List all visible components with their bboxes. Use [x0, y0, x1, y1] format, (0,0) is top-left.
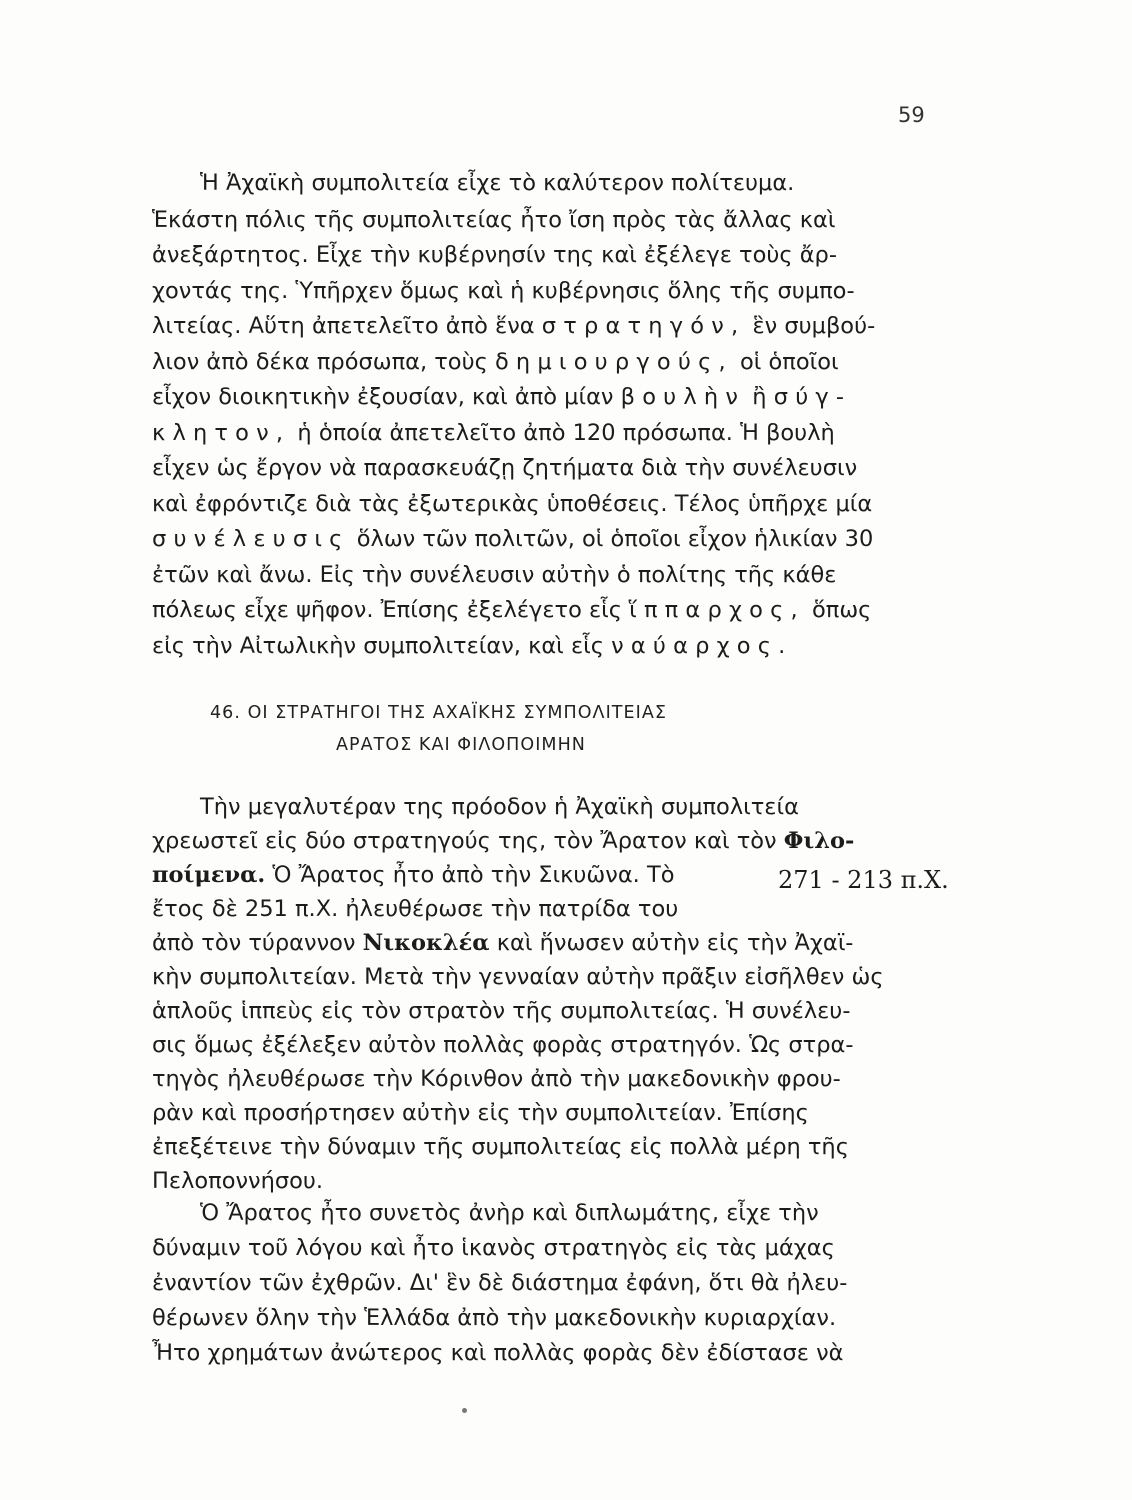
page-number: 59: [898, 103, 925, 127]
text-line: ἐπεξέτεινε τὴν δύναμιν τῆς συμπολιτείας εἰς πολλὰ μέρη τῆς: [152, 1134, 849, 1160]
text-line: εἶχον διοικητικὴν ἐξουσίαν, καὶ ἀπὸ μίαν βουλὴν ἢ σύγ-: [152, 384, 852, 410]
text-line: ἔτος δὲ 251 π.Χ. ἠλευθέρωσε τὴν πατρίδα του: [152, 896, 679, 922]
text-line: πόλεως εἶχε ψῆφον. Ἐπίσης ἐξελέγετο εἷς ἵππαρχος, ὅπως: [152, 597, 872, 623]
text-line: εἶχεν ὡς ἔργον νὰ παρασκευάζῃ ζητήματα διὰ τὴν συνέλευσιν: [152, 455, 858, 481]
text-line: κλητον, ἡ ὁποία ἀπετελεῖτο ἀπὸ 120 πρόσωπα. Ἡ βουλὴ: [152, 420, 835, 446]
text-line: θέρωνεν ὅλην τὴν Ἑλλάδα ἀπὸ τὴν μακεδονικὴν κυριαρχίαν.: [152, 1305, 837, 1331]
text-line: ρὰν καὶ προσήρτησεν αὐτὴν εἰς τὴν συμπολιτείαν. Ἐπίσης: [152, 1100, 809, 1126]
text-line: Ἡ Ἀχαϊκὴ συμπολιτεία εἶχε τὸ καλύτερον πολίτευμα.: [200, 170, 795, 196]
bold-name: ποίμενα.: [152, 862, 266, 888]
text-line: ἀνεξάρτητος. Εἶχε τὴν κυβέρνησίν της καὶ ἐξέλεγε τοὺς ἄρ-: [152, 242, 837, 268]
text-line: Ὁ Ἄρατος ἦτο συνετὸς ἀνὴρ καὶ διπλωμάτης, εἶχε τὴν: [200, 1200, 819, 1226]
text-line: χοντάς της. Ὑπῆρχεν ὅμως καὶ ἡ κυβέρνησις ὅλης τῆς συμπο-: [152, 278, 855, 304]
text-line: λιον ἀπὸ δέκα πρόσωπα, τοὺς δημιουργούς, οἱ ὁποῖοι: [152, 349, 839, 375]
spaced-term: δημιουργούς,: [494, 349, 733, 375]
text-line: χρεωστεῖ εἰς δύο στρατηγούς της, τὸν Ἄρατον καὶ τὸν Φιλο-: [152, 828, 855, 854]
margin-date-note: 271 - 213 π.Χ.: [778, 866, 949, 894]
spaced-term: συνέλευσις: [152, 526, 350, 552]
spaced-term: σύγ-: [773, 384, 852, 410]
text-line: Πελοποννήσου.: [152, 1168, 324, 1194]
text-line: εἰς τὴν Αἰτωλικὴν συμπολιτείαν, καὶ εἷς ναύαρχος.: [152, 633, 793, 659]
bold-name: Νικοκλέα: [362, 930, 490, 956]
spaced-term: κλητον,: [152, 420, 291, 446]
bold-name: Φιλο-: [783, 828, 855, 854]
spaced-term: βουλὴν: [620, 384, 746, 410]
section-subheading: ΑΡΑΤΟΣ ΚΑΙ ΦΙΛΟΠΟΙΜΗΝ: [336, 735, 586, 755]
text-line: τηγὸς ἠλευθέρωσε τὴν Κόρινθον ἀπὸ τὴν μακεδονικὴν φρου-: [152, 1066, 841, 1092]
text-line: ἀπὸ τὸν τύραννον Νικοκλέα καὶ ἥνωσεν αὐτὴν εἰς τὴν Ἀχαϊ-: [152, 930, 854, 956]
text-line: ποίμενα. Ὁ Ἄρατος ἦτο ἀπὸ τὴν Σικυῶνα. Τὸ: [152, 862, 675, 888]
text-line: ἐτῶν καὶ ἄνω. Εἰς τὴν συνέλευσιν αὐτὴν ὁ πολίτης τῆς κάθε: [152, 562, 837, 588]
text-line: δύναμιν τοῦ λόγου καὶ ἦτο ἱκανὸς στρατηγὸς εἰς τὰς μάχας: [152, 1235, 835, 1261]
text-line: Τὴν μεγαλυτέραν της πρόοδον ἡ Ἀχαϊκὴ συμπολιτεία: [200, 794, 799, 820]
text-line: καὶ ἐφρόντιζε διὰ τὰς ἐξωτερικὰς ὑποθέσεις. Τέλος ὑπῆρχε μία: [152, 491, 873, 517]
print-speck: [462, 1408, 467, 1413]
spaced-term: ἵππαρχος,: [629, 597, 805, 623]
text-line: λιτείας. Αὕτη ἀπετελεῖτο ἀπὸ ἕνα στρατηγόν, ἓν συμβού-: [152, 313, 876, 339]
text-line: συνέλευσις ὅλων τῶν πολιτῶν, οἱ ὁποῖοι εἶχον ἡλικίαν 30: [152, 526, 874, 552]
text-line: ἐναντίον τῶν ἐχθρῶν. Δι' ἓν δὲ διάστημα ἐφάνη, ὅτι θὰ ἠλευ-: [152, 1270, 848, 1296]
spaced-term: στρατηγόν,: [541, 313, 746, 339]
text-line: κὴν συμπολιτείαν. Μετὰ τὴν γενναίαν αὐτὴν πρᾶξιν εἰσῆλθεν ὡς: [152, 964, 884, 990]
spaced-term: ναύαρχος.: [611, 633, 793, 659]
text-line: σις ὅμως ἐξέλεξεν αὐτὸν πολλὰς φορὰς στρατηγόν. Ὡς στρα-: [152, 1032, 854, 1058]
text-line: Ἦτο χρημάτων ἀνώτερος καὶ πολλὰς φορὰς δὲν ἐδίστασε νὰ: [152, 1340, 844, 1366]
text-line: ἁπλοῦς ἱππεὺς εἰς τὸν στρατὸν τῆς συμπολιτείας. Ἡ συνέλευ-: [152, 998, 851, 1024]
text-line: Ἑκάστη πόλις τῆς συμπολιτείας ἦτο ἴση πρὸς τὰς ἄλλας καὶ: [152, 207, 836, 233]
section-heading: 46. ΟΙ ΣΤΡΑΤΗΓΟΙ ΤΗΣ ΑΧΑΪΚΗΣ ΣΥΜΠΟΛΙΤΕΙΑΣ: [210, 703, 667, 723]
